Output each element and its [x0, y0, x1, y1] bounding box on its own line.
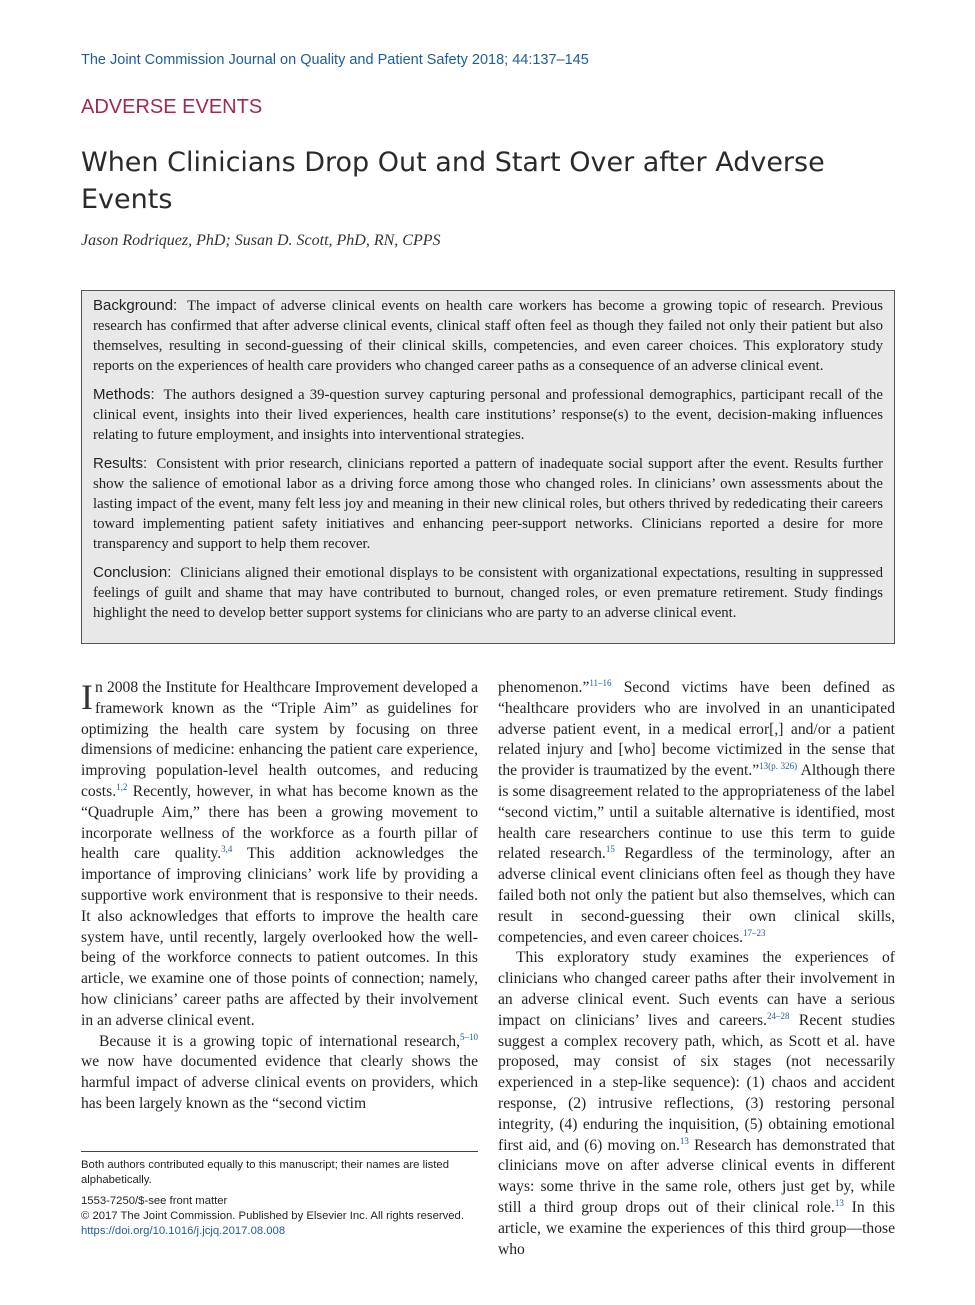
citation-link[interactable]: 15: [605, 844, 615, 855]
body-text: Research has demonstrated that clinicians move on after adverse clinical events in different ways: some thrive in the same role, others just get by, while still a third group drops out of their clinical role.: [498, 1136, 895, 1216]
citation-link[interactable]: 13: [834, 1197, 844, 1208]
body-column-left: [81, 678, 478, 1115]
copyright-line: © 2017 The Joint Commission. Published by Elsevier Inc. All rights reserved.: [81, 1210, 464, 1222]
footnotes: [81, 1158, 481, 1239]
methods-label: Methods:: [93, 386, 155, 403]
abstract-conclusion: [93, 563, 883, 623]
citation-link[interactable]: 5–10: [460, 1031, 478, 1042]
body-text: This addition acknowledges the importance of improving clinicians’ work life by providing a supportive work environment that is responsive to their needs. It also acknowledges that efforts to improve the health care system have, until recently, largely overlooked how the well-being of the workforce connects to patient outcomes. In this article, we examine one of those points of connection; namely, how clinicians’ career paths are affected by their involvement in an adverse clinical event.: [81, 845, 478, 1029]
body-text: n 2008 the Institute for Healthcare Improvement developed a framework known as the “Triple Aim” as guidelines for optimizing the health care system by focusing on three dimensions of medicine: enhancing the patient care experience, improving population-level health outcomes, and reducing costs.: [81, 679, 478, 800]
section-label: ADVERSE EVENTS: [81, 96, 263, 118]
body-text: phenomenon.”: [498, 679, 590, 696]
body-text: Second victims have been defined as “healthcare providers who are involved in an unanticipated adverse patient event, in a medical error[,] and/or a patient related injury and [who] become victimized in the sense that the provider is traumatized by the event.”: [498, 679, 895, 780]
drop-cap: I: [81, 677, 93, 717]
body-text: Regardless of the terminology, after an adverse clinical event clinicians often feel as though they have failed both not only the patient but also themselves, which can result in second-guessing their own clinical skills, competencies, and even career choices.: [498, 845, 895, 946]
body-text: Because it is a growing topic of international research,: [99, 1032, 460, 1050]
author-note: Both authors contributed equally to this manuscript; their names are listed alphabetically.: [81, 1159, 449, 1186]
body-text: In this article, we examine the experiences of this third group—those who: [498, 1198, 895, 1258]
body-text: Although there is some disagreement related to the appropriateness of the label “second victim,” until a suitable alternative is identified, most health care researchers continue to use this term to guide related research.: [498, 762, 895, 863]
journal-header: The Joint Commission Journal on Quality and Patient Safety 2018; 44:137–145: [81, 52, 589, 68]
body-paragraph: [81, 678, 478, 1032]
citation-link[interactable]: 1,2: [116, 781, 128, 792]
background-label: Background:: [93, 297, 178, 314]
doi-link[interactable]: https://doi.org/10.1016/j.jcjq.2017.08.008: [81, 1225, 286, 1237]
citation-link[interactable]: 13: [679, 1135, 689, 1146]
abstract-box: [81, 290, 895, 644]
body-paragraph: [498, 948, 895, 1260]
issn-line: 1553-7250/$-see front matter: [81, 1195, 228, 1207]
methods-text: The authors designed a 39-question survey capturing personal and professional demographics, participant recall of the clinical event, insights into their lived experiences, health care institutions’ response(s) to the event, decision-making influences relating to future employment, and insights into interventional strategies.: [93, 387, 883, 443]
body-text: Recent studies suggest a complex recovery path, which, as Scott et al. have proposed, may consist of six stages (not necessarily experienced in a step-like sequence): (1) chaos and accident response, (2) intrusive reflections, (3) restoring personal integrity, (4) enduring the inquisition, (5) obtaining emotional first aid, and (6) moving on.: [498, 1011, 895, 1154]
citation-link[interactable]: 13(p. 326): [759, 761, 798, 771]
background-text: The impact of adverse clinical events on health care workers has become a growing topic of research. Previous research has confirmed that after adverse clinical events, clinical staff often feel as though they failed not only their patient but also themselves, resulting in second-guessing of their clinical skills, competencies, and even career choices. This exploratory study reports on the experiences of health care providers who changed career paths as a consequence of an adverse clinical event.: [93, 298, 884, 374]
body-column-right: [498, 678, 895, 1260]
abstract-background: [93, 296, 883, 376]
citation-link[interactable]: 24–28: [767, 1010, 790, 1021]
body-text: we now have documented evidence that clearly shows the harmful impact of adverse clinical events on providers, which has been largely known as the “second victim: [81, 1053, 478, 1112]
body-paragraph: [498, 678, 895, 948]
abstract-methods: [93, 385, 883, 445]
author-list: Jason Rodriquez, PhD; Susan D. Scott, PhD, RN, CPPS: [81, 232, 441, 249]
citation-link[interactable]: 17–23: [743, 927, 766, 938]
citation-link[interactable]: 3,4: [221, 844, 233, 855]
body-text: Recently, however, in what has become known as the “Quadruple Aim,” there has been a growing movement to incorporate wellness of the workforce as a fourth pillar of health care quality.: [81, 782, 478, 863]
abstract-results: [93, 454, 883, 554]
body-paragraph: [81, 1032, 478, 1115]
conclusion-label: Conclusion:: [93, 564, 172, 581]
footnote-divider: [81, 1151, 478, 1152]
article-title: When Clinicians Drop Out and Start Over after Adverse Events: [81, 147, 825, 215]
citation-link[interactable]: 11–16: [589, 677, 612, 688]
results-label: Results:: [93, 455, 148, 472]
conclusion-text: Clinicians aligned their emotional displays to be consistent with organizational expectations, resulting in suppressed feelings of guilt and shame that may have contributed to burnout, changed roles, or even premature retirement. Study findings highlight the need to develop better support systems for clinicians who are party to an adverse clinical event.: [93, 565, 883, 621]
results-text: Consistent with prior research, clinicians reported a pattern of inadequate social support after the event. Results further show the salience of emotional labor as a driving force among those who changed roles. In clinicians’ own assessments about the lasting impact of the event, many felt less joy and meaning in their new clinical roles, but others thrived by rededicating their careers toward implementing patient safety initiatives and enhancing peer-support networks. Clinicians reported a desire for more transparency and support to help them recover.: [93, 456, 884, 552]
body-text: This exploratory study examines the experiences of clinicians who changed career paths after their involvement in an adverse clinical event. Such events can have a serious impact on clinicians’ lives and careers.: [498, 949, 895, 1029]
